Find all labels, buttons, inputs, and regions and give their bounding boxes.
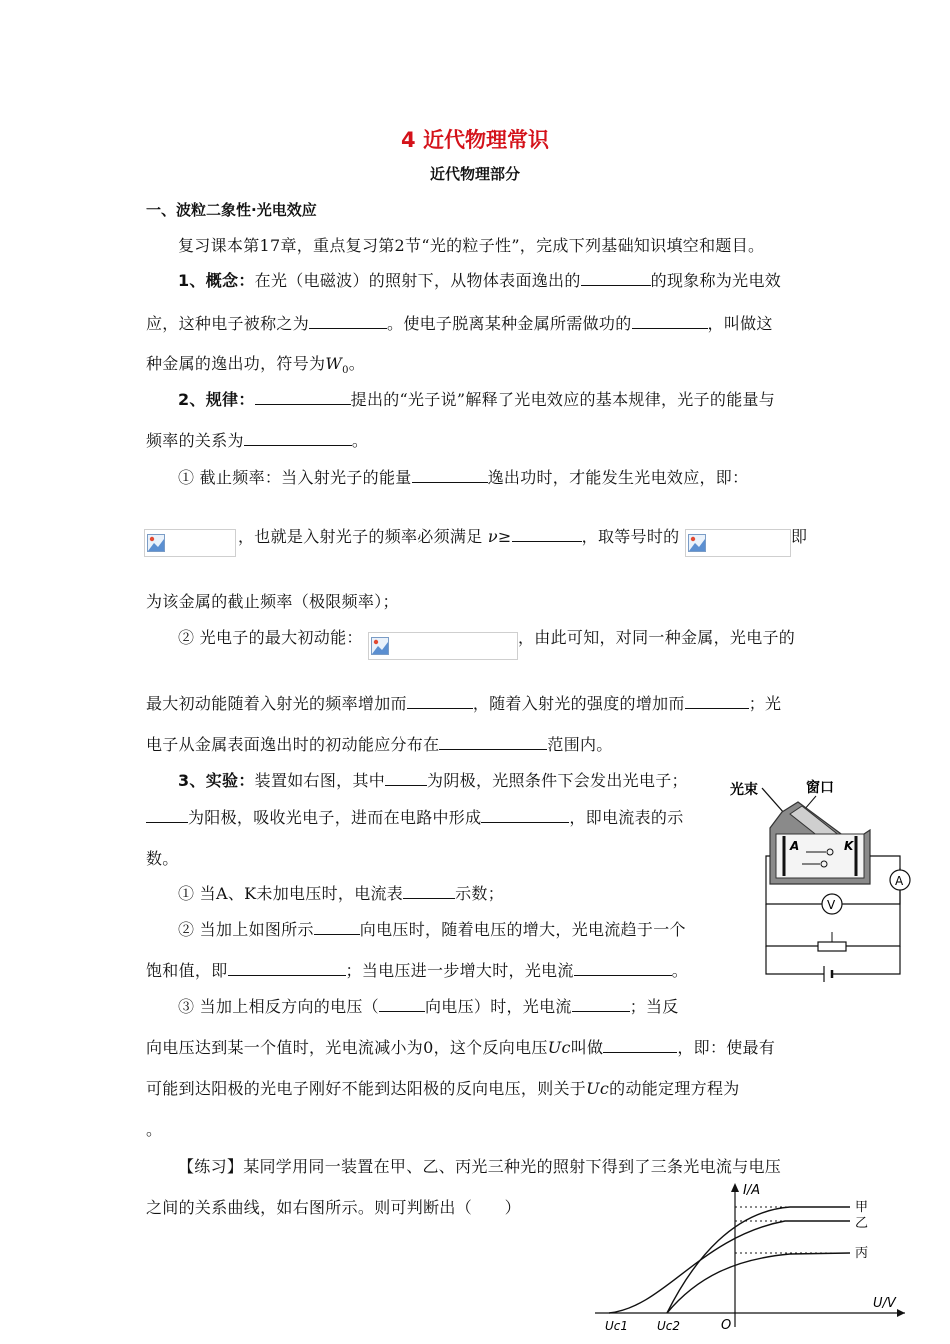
circuit-wire: [870, 856, 900, 870]
broken-image-icon: [371, 637, 389, 655]
fill-blank[interactable]: [309, 314, 387, 329]
anode-label: A: [790, 839, 800, 853]
curve-jia-label: 甲: [855, 1200, 869, 1215]
fill-blank[interactable]: [603, 1038, 677, 1053]
curve-jia: [667, 1207, 850, 1313]
paragraph-cutoff-3: 为该金属的截止频率（极限频率）；: [146, 592, 399, 611]
paragraph-experiment-4: ① 当A、K未加电压时，电流表 示数；: [178, 884, 505, 903]
paragraph-experiment-2: 为阳极，吸收光电子，进而在电路中形成 ，即电流表的示: [146, 805, 684, 828]
paragraph-concept-3: 种金属的逸出功，符号为$W_0$。: [146, 354, 366, 377]
curve-bing-label: 丙: [855, 1246, 869, 1261]
paragraph-experiment-6: 饱和值，即 ；当电压进一步增大时，光电流 。: [146, 961, 689, 980]
section-heading: 一、波粒二象性·光电效应: [146, 201, 317, 219]
origin-label: O: [721, 1318, 732, 1333]
y-axis-label: I/A: [743, 1183, 761, 1198]
paragraph-kinetic-1: ② 光电子的最大初动能：: [178, 628, 363, 647]
fill-blank[interactable]: [228, 961, 346, 976]
fill-blank[interactable]: [385, 771, 427, 786]
paragraph-experiment-5: ② 当加上如图所示 向电压时，随着电压的增大，光电流趋于一个: [178, 920, 686, 939]
paragraph-law-2: 频率的关系为 。: [146, 431, 369, 450]
voltmeter-label: V: [827, 898, 836, 912]
page-subtitle: 近代物理部分: [429, 165, 520, 183]
uc1-label: Uc1: [605, 1319, 629, 1333]
fill-blank[interactable]: [632, 314, 708, 329]
paragraph-law-1: 2、规律： 提出的“光子说”解释了光电效应的基本规律，光子的能量与: [178, 390, 776, 409]
fill-blank[interactable]: [685, 694, 749, 709]
exercise-text-1: 【练习】某同学用同一装置在甲、乙、丙光三种光的照射下得到了三条光电流与电压: [178, 1157, 782, 1176]
page-title: 4 近代物理常识: [401, 128, 549, 152]
paragraph-experiment-8: 向电压达到某一个值时，光电流减小为0，这个反向电压Uc叫做 ，即：使最有: [146, 1038, 776, 1057]
fill-blank[interactable]: [255, 390, 351, 405]
cathode-label: K: [844, 839, 854, 853]
photoelectric-apparatus-figure: [720, 772, 920, 992]
circuit-wire: [766, 946, 824, 974]
text-ji: 即: [791, 527, 808, 546]
fill-blank[interactable]: [512, 527, 582, 542]
paragraph-kinetic-2: 最大初动能随着入射光的频率增加而 ，随着入射光的强度的增加而 ；光: [146, 694, 782, 713]
fill-blank[interactable]: [379, 997, 425, 1012]
rheostat: [818, 942, 846, 951]
paragraph-kinetic-1b: ，由此可知，对同一种金属，光电子的: [518, 628, 796, 647]
iu-curve-figure: [585, 1177, 915, 1337]
x-axis-label: U/V: [873, 1296, 896, 1311]
paragraph-concept-1: 1、概念：在光（电磁波）的照射下，从物体表面逸出的 的现象称为光电效: [178, 271, 782, 290]
fill-blank[interactable]: [314, 920, 360, 935]
intro-text: 复习课本第17章，重点复习第2节“光的粒子性”，完成下列基础知识填空和题目。: [178, 236, 765, 255]
paragraph-experiment-3: 数。: [146, 849, 179, 868]
broken-image-icon: [688, 534, 706, 552]
paragraph-experiment-9: 可能到达阳极的光电子刚好不能到达阳极的反向电压，则关于Uc的动能定理方程为: [146, 1079, 740, 1098]
curve-bing: [667, 1253, 850, 1313]
fill-blank[interactable]: [439, 735, 547, 750]
paragraph-kinetic-3: 电子从金属表面逸出时的初动能应分布在 范围内。: [146, 735, 613, 754]
paragraph-concept-2: 应，这种电子被称之为 。使电子脱离某种金属所需做功的 ，叫做这: [146, 314, 773, 333]
fill-blank[interactable]: [244, 431, 352, 446]
fill-blank[interactable]: [407, 694, 473, 709]
fill-blank[interactable]: [146, 808, 188, 823]
exercise-text-2: 之间的关系曲线，如右图所示。则可判断出（ ）: [146, 1198, 521, 1217]
fill-blank[interactable]: [572, 997, 630, 1012]
fill-blank[interactable]: [581, 271, 651, 286]
paragraph-experiment-7: ③ 当加上相反方向的电压（ 向电压）时，光电流 ；当反: [178, 997, 679, 1016]
fill-blank[interactable]: [574, 961, 672, 976]
y-axis-arrow: [731, 1183, 739, 1192]
formula-image-placeholder: [368, 632, 518, 660]
formula-image-placeholder: [144, 529, 236, 557]
fill-blank[interactable]: [412, 468, 488, 483]
window-label: 窗口: [806, 780, 834, 796]
paragraph-cutoff-1: ① 截止频率：当入射光子的能量 逸出功时，才能发生光电效应，即：: [178, 468, 749, 487]
formula-image-placeholder: [685, 529, 791, 557]
fill-blank[interactable]: [403, 884, 455, 899]
fill-blank[interactable]: [481, 808, 569, 823]
broken-image-icon: [147, 534, 165, 552]
curve-yi-label: 乙: [855, 1216, 869, 1231]
beam-label: 光束: [730, 782, 758, 798]
uc2-label: Uc2: [657, 1319, 681, 1333]
paragraph-experiment-1: 3、实验：装置如右图，其中 为阴极，光照条件下会发出光电子；: [178, 771, 688, 790]
ammeter-label: A: [895, 874, 904, 888]
paragraph-cutoff-2: ，也就是入射光子的频率必须满足 ν≥ ，取等号时的: [238, 527, 680, 546]
x-axis-arrow: [897, 1309, 905, 1317]
paragraph-experiment-10: 。: [146, 1120, 163, 1139]
